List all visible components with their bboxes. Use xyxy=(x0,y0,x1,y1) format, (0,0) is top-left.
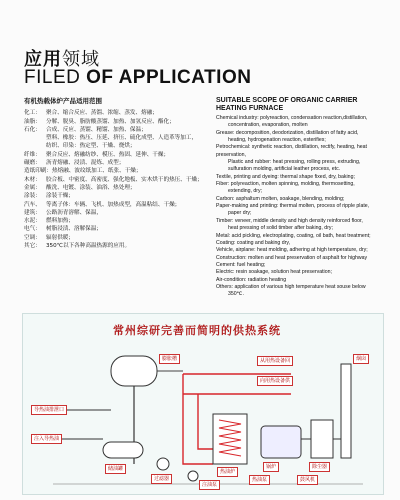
en-heading: SUITABLE SCOPE OF ORGANIC CARRIER HEATING FURNACE xyxy=(216,97,358,112)
cn-item xyxy=(24,217,204,225)
cn-item-label: 金属： xyxy=(24,184,41,191)
label-oil-tank: 储油罐 xyxy=(105,464,126,474)
label-oil-pump: 注油泵 xyxy=(199,480,220,490)
cn-item-label: 水泥： xyxy=(24,218,41,225)
label-oil-inlet: 注入导热油 xyxy=(31,434,62,444)
expansion-tank-shape xyxy=(111,356,157,386)
en-item xyxy=(216,233,384,240)
cn-item-text: 纺织、印染：热定型、干燥、烧烘； xyxy=(46,143,136,150)
oil-storage-tank-shape xyxy=(103,442,143,458)
cn-applications xyxy=(24,97,204,250)
circulation-pump-shape xyxy=(157,458,169,470)
en-item-continuation: heat pressing of solid timber after baking, dry; xyxy=(228,225,333,232)
page-title-en xyxy=(24,67,251,89)
label-from-heat-equipment: 从用热设备回 xyxy=(257,356,293,366)
label-dust-collector: 除尘器 xyxy=(309,462,330,472)
cn-item xyxy=(24,134,204,142)
en-item xyxy=(216,247,384,254)
en-item-continuation: 350℃. xyxy=(228,291,244,298)
cn-item-text: 沥青熔融、浸渍、混炼、成型； xyxy=(46,160,125,167)
en-item-text: Petrochemical: synthetic reaction, distillation, rectify, heating, heat preservation, xyxy=(216,144,367,158)
label-chimney: 烟囱 xyxy=(353,354,369,364)
cn-item xyxy=(24,184,204,192)
cn-item-text: 涂装干燥； xyxy=(46,193,74,200)
cn-item xyxy=(24,159,204,167)
en-item-text: Coating: coating and baking dry, xyxy=(216,239,291,246)
cn-item xyxy=(24,151,204,159)
en-item xyxy=(216,166,384,173)
en-item xyxy=(216,130,384,145)
cn-item xyxy=(24,242,204,250)
title-cn-bold: 应用 xyxy=(24,49,62,70)
cn-item-label: 油脂： xyxy=(24,118,41,125)
cn-item-text: 公路沥青溶解、保温， xyxy=(46,209,102,216)
cn-item-label: 石化： xyxy=(24,126,41,133)
en-item-text: Fiber: polyreaction, molten spinning, molding, thermosetting, xyxy=(216,181,355,188)
en-item-text: Vehicle, airplane: heat molding, adhering at high temperature, dry; xyxy=(216,247,368,254)
cn-item xyxy=(24,118,204,126)
en-item xyxy=(216,255,384,262)
label-heater: 热油炉 xyxy=(217,467,238,477)
cn-item xyxy=(24,142,204,150)
cn-item xyxy=(24,126,204,134)
en-item-continuation: heating, hydrogenation reaction, esterifies; xyxy=(228,137,326,144)
en-item xyxy=(216,284,384,299)
cn-item-label: 涂装： xyxy=(24,193,41,200)
cn-item-text: 聚合、缩合反应、蒸馏、浓缩、蒸发、熔融； xyxy=(46,110,158,117)
en-item-text: Textile, printing and dyeing: thermal shape fixed, dry, baking; xyxy=(216,173,355,180)
en-applications xyxy=(216,97,384,299)
cn-item xyxy=(24,167,204,175)
en-item-text: Chemical industry: polyreaction, condensation reaction,distillation, xyxy=(216,115,368,121)
cn-item xyxy=(24,225,204,233)
en-item xyxy=(216,203,384,218)
cn-item xyxy=(24,109,204,117)
cn-item xyxy=(24,234,204,242)
heating-system-diagram xyxy=(22,313,384,495)
diagram-title: 常州综研完善而简明的供热系统 xyxy=(113,324,281,337)
cn-item-label: 空调： xyxy=(24,234,41,241)
en-item-text: Electric: resin soakage, solution heat preservation; xyxy=(216,269,332,276)
en-item-continuation: extending, dry; xyxy=(228,188,263,195)
cn-item-text: 热熔融、波纹纸加工、纸张、干燥； xyxy=(51,168,142,175)
en-item-text: Carbon: asphaltum molten, soakage, blending, molding; xyxy=(216,195,345,202)
en-item xyxy=(216,174,384,181)
cn-heading: 有机热载体炉产品适用范围 xyxy=(24,97,102,105)
cn-item-label: 建筑： xyxy=(24,209,41,216)
cn-item-text: 辐射供暖； xyxy=(46,234,74,241)
en-item xyxy=(216,240,384,247)
label-to-heat-equipment: 向用热设备供 xyxy=(257,376,293,386)
cn-item xyxy=(24,192,204,200)
cn-item xyxy=(24,209,204,217)
en-item-text: Others: application of various high temperature heat souse below xyxy=(216,283,366,290)
cn-list xyxy=(24,109,204,250)
en-item xyxy=(216,144,384,166)
cn-item-label: 其它： xyxy=(24,243,41,250)
label-oil-exhaust: 导热油排泄口 xyxy=(31,405,67,415)
en-item xyxy=(216,262,384,269)
cn-item-text: 胶合板、中密度、高密度、强化地板、实木烘干的热压、干燥； xyxy=(46,176,203,183)
en-item-continuation: concentration, evaporation, molten xyxy=(228,122,308,129)
cn-item-label: 汽车、 xyxy=(24,201,41,208)
en-item-text: Paper-making and printing: thermal molten, process of ripple plate, xyxy=(216,203,370,210)
title-en-bold: OF APPLICATION xyxy=(86,67,252,88)
en-item-text: Construction: molten and heat preservation of asphalt for highway xyxy=(216,254,368,261)
cn-item-text: 等离子体：车辆、飞机、加热成型，高温粘结、干燥； xyxy=(46,201,181,208)
title-en-light: FILED xyxy=(24,67,87,88)
cn-item-label: 纤维： xyxy=(24,151,41,158)
label-hot-oil-pump: 热油泵 xyxy=(249,475,270,485)
cn-item-label: 木材： xyxy=(24,176,41,183)
en-item xyxy=(216,218,384,233)
boiler-shape xyxy=(261,426,301,458)
label-filter: 过滤器 xyxy=(151,474,172,484)
cn-item xyxy=(24,176,204,184)
chimney-shape xyxy=(341,364,351,458)
label-fan: 鼓风机 xyxy=(297,475,318,485)
en-item-continuation: sulfuration molding, artificial leather process, etc. xyxy=(228,166,341,173)
en-item-text: Metal: acid pickling, electroplating, coating, oil bath, heat treatment; xyxy=(216,232,371,239)
dust-collector-shape xyxy=(311,420,333,458)
title-cn-light: 领域 xyxy=(62,49,100,70)
cn-item-label: 化工： xyxy=(24,110,41,117)
cn-item-text: 350℃以下各种高温热源的应用。 xyxy=(46,243,131,250)
en-item xyxy=(216,269,384,276)
cn-item-text: 燃料加热； xyxy=(46,218,74,225)
en-item-text: Cement: fuel heating; xyxy=(216,261,266,268)
en-item-text: Timber: veneer, middle density and high density reinforced floor, xyxy=(216,217,363,224)
en-item xyxy=(216,196,384,203)
label-boiler: 锅炉 xyxy=(263,462,279,472)
cn-item xyxy=(24,201,204,209)
cn-item-text: 树脂浸渍、溶解保温； xyxy=(46,226,102,233)
cn-item-text: 分解、脱臭、脂肪酸蒸馏、加热、加氢反应、酯化； xyxy=(46,118,175,125)
oil-pump-shape xyxy=(188,471,198,481)
cn-item-label: 碾磨： xyxy=(24,160,41,167)
en-item xyxy=(216,181,384,196)
en-item xyxy=(216,115,384,130)
cn-item-text: 聚合反应、熔融纺纱、模压、热固、延伸、干燥； xyxy=(46,151,170,158)
en-item-continuation: Plastic and rubber: heat pressing, rolling press, extruding, xyxy=(228,159,361,166)
label-expansion-tank: 膨胀槽 xyxy=(159,354,180,364)
en-item-text: Air-condition: radiation heating xyxy=(216,276,287,283)
cn-item-text: 合成、反应、蒸馏、精馏、加热、保温； xyxy=(46,126,147,133)
en-item-text: Grease: decomposition, deodorization, distillation of fatty acid, xyxy=(216,129,359,136)
cn-item-label: 造纸印刷： xyxy=(24,168,52,175)
en-item-continuation: paper dry; xyxy=(228,210,252,217)
cn-item-label: 电气： xyxy=(24,226,41,233)
cn-item-text: 塑料、橡胶：热压、压延、挤压、硫化成型、人造革等加工， xyxy=(46,135,198,142)
cn-item-text: 酸洗、电镀、涂装、油浴、热处理； xyxy=(46,184,136,191)
en-item xyxy=(216,277,384,284)
en-list xyxy=(216,115,384,299)
